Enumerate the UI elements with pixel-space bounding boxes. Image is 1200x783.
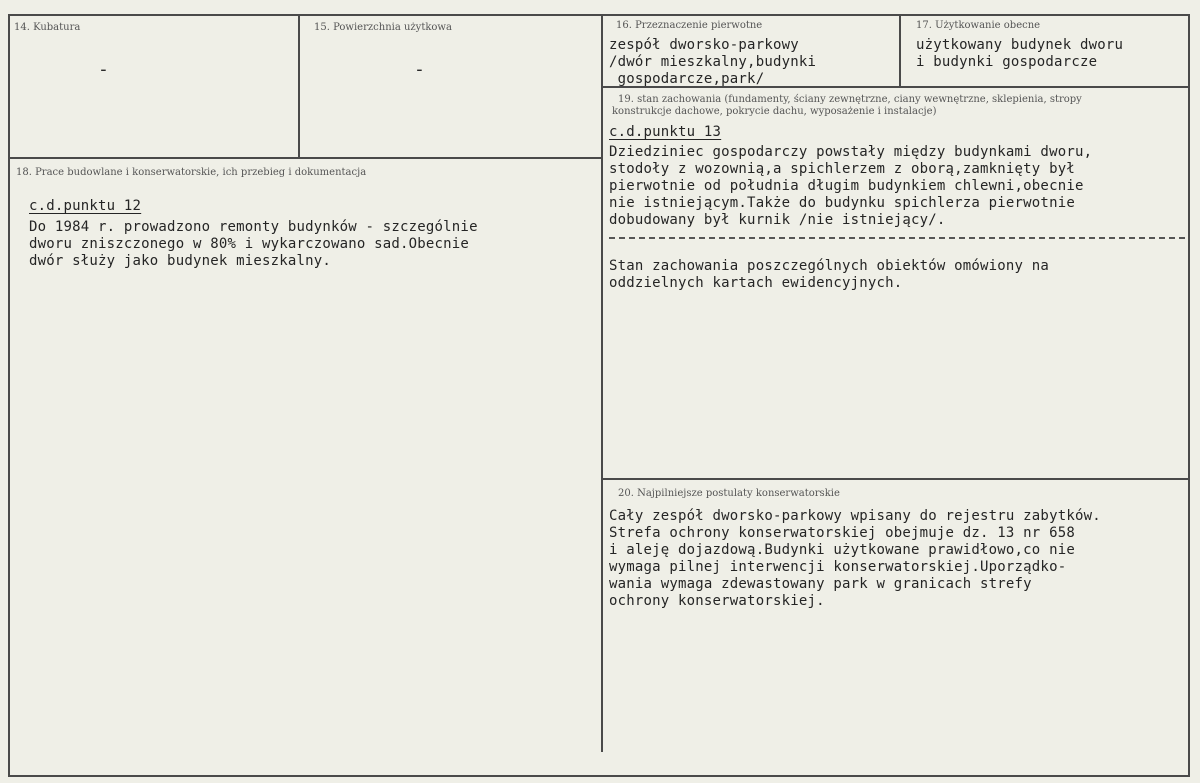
field-19-line: stodoły z wozownią,a spichlerzem z oborą,zamknięty był: [609, 161, 1075, 177]
field-20-line: Cały zespół dworsko-parkowy wpisany do rejestru zabytków.: [609, 508, 1101, 524]
field-16-line: /dwór mieszkalny,budynki: [609, 54, 817, 70]
field-18-line: dworu zniszczonego w 80% i wykarczowano sad.Obecnie: [29, 236, 470, 252]
field-20-line: Strefa ochrony konserwatorskiej obejmuje dz. 13 nr 658: [609, 525, 1075, 541]
bottom-border: [8, 775, 1190, 777]
field-19-heading: c.d.punktu 13: [609, 124, 722, 140]
field-19-line: Stan zachowania poszczególnych obiektów omówiony na: [609, 258, 1050, 274]
field-20-line: wania wymaga zdewastowany park w granicach strefy: [609, 576, 1032, 592]
field-18-label: 18. Prace budowlane i konserwatorskie, ich przebieg i dokumentacja: [16, 167, 367, 178]
field-16-line: gospodarcze,park/: [609, 71, 765, 87]
field-15-value: -: [414, 59, 425, 80]
divider-16-17: [899, 14, 901, 86]
field-18-line: Do 1984 r. prowadzono remonty budynków - szczególnie: [29, 219, 478, 235]
left-border: [8, 14, 10, 776]
center-divider: [601, 14, 603, 752]
field-20-label: 20. Najpilniejsze postulaty konserwatorskie: [618, 488, 840, 499]
field-17-label: 17. Użytkowanie obecne: [916, 20, 1041, 31]
top-border: [8, 14, 1188, 16]
field-19-line: Dziedziniec gospodarczy powstały między budynkami dworu,: [609, 144, 1093, 160]
field-19-line: dobudowany był kurnik /nie istniejący/.: [609, 212, 946, 228]
field-20-line: wymaga pilnej interwencji konserwatorskiej.Uporządko-: [609, 559, 1067, 575]
field-19-line: pierwotnie od południa długim budynkiem chlewni,obecnie: [609, 178, 1084, 194]
row-divider-right-bottom: [601, 478, 1189, 480]
divider-14-15: [298, 14, 300, 158]
field-18-heading: c.d.punktu 12: [29, 198, 142, 214]
field-17-line: i budynki gospodarcze: [916, 54, 1098, 70]
field-18-line: dwór służy jako budynek mieszkalny.: [29, 253, 332, 269]
field-20-line: i aleję dojazdową.Budynki użytkowane prawidłowo,co nie: [609, 542, 1075, 558]
right-border: [1188, 14, 1190, 776]
field-16-line: zespół dworsko-parkowy: [609, 37, 799, 53]
field-15-label: 15. Powierzchnia użytkowa: [314, 22, 452, 33]
field-14-label: 14. Kubatura: [14, 22, 81, 33]
field-19-label: 19. stan zachowania (fundamenty, ściany zewnętrzne, ciany wewnętrzne, sklepienia, stropy: [618, 94, 1082, 105]
field-19-label-cont: konstrukcje dachowe, pokrycie dachu, wyposażenie i instalacje): [612, 106, 937, 117]
row-divider-left: [8, 157, 602, 159]
field-14-value: -: [98, 59, 109, 80]
field-19-separator: [609, 237, 1185, 239]
field-20-line: ochrony konserwatorskiej.: [609, 593, 825, 609]
field-19-line: nie istniejącym.Także do budynku spichlerza pierwotnie: [609, 195, 1075, 211]
field-19-line: oddzielnych kartach ewidencyjnych.: [609, 275, 903, 291]
field-16-label: 16. Przeznaczenie pierwotne: [616, 20, 763, 31]
field-17-line: użytkowany budynek dworu: [916, 37, 1124, 53]
